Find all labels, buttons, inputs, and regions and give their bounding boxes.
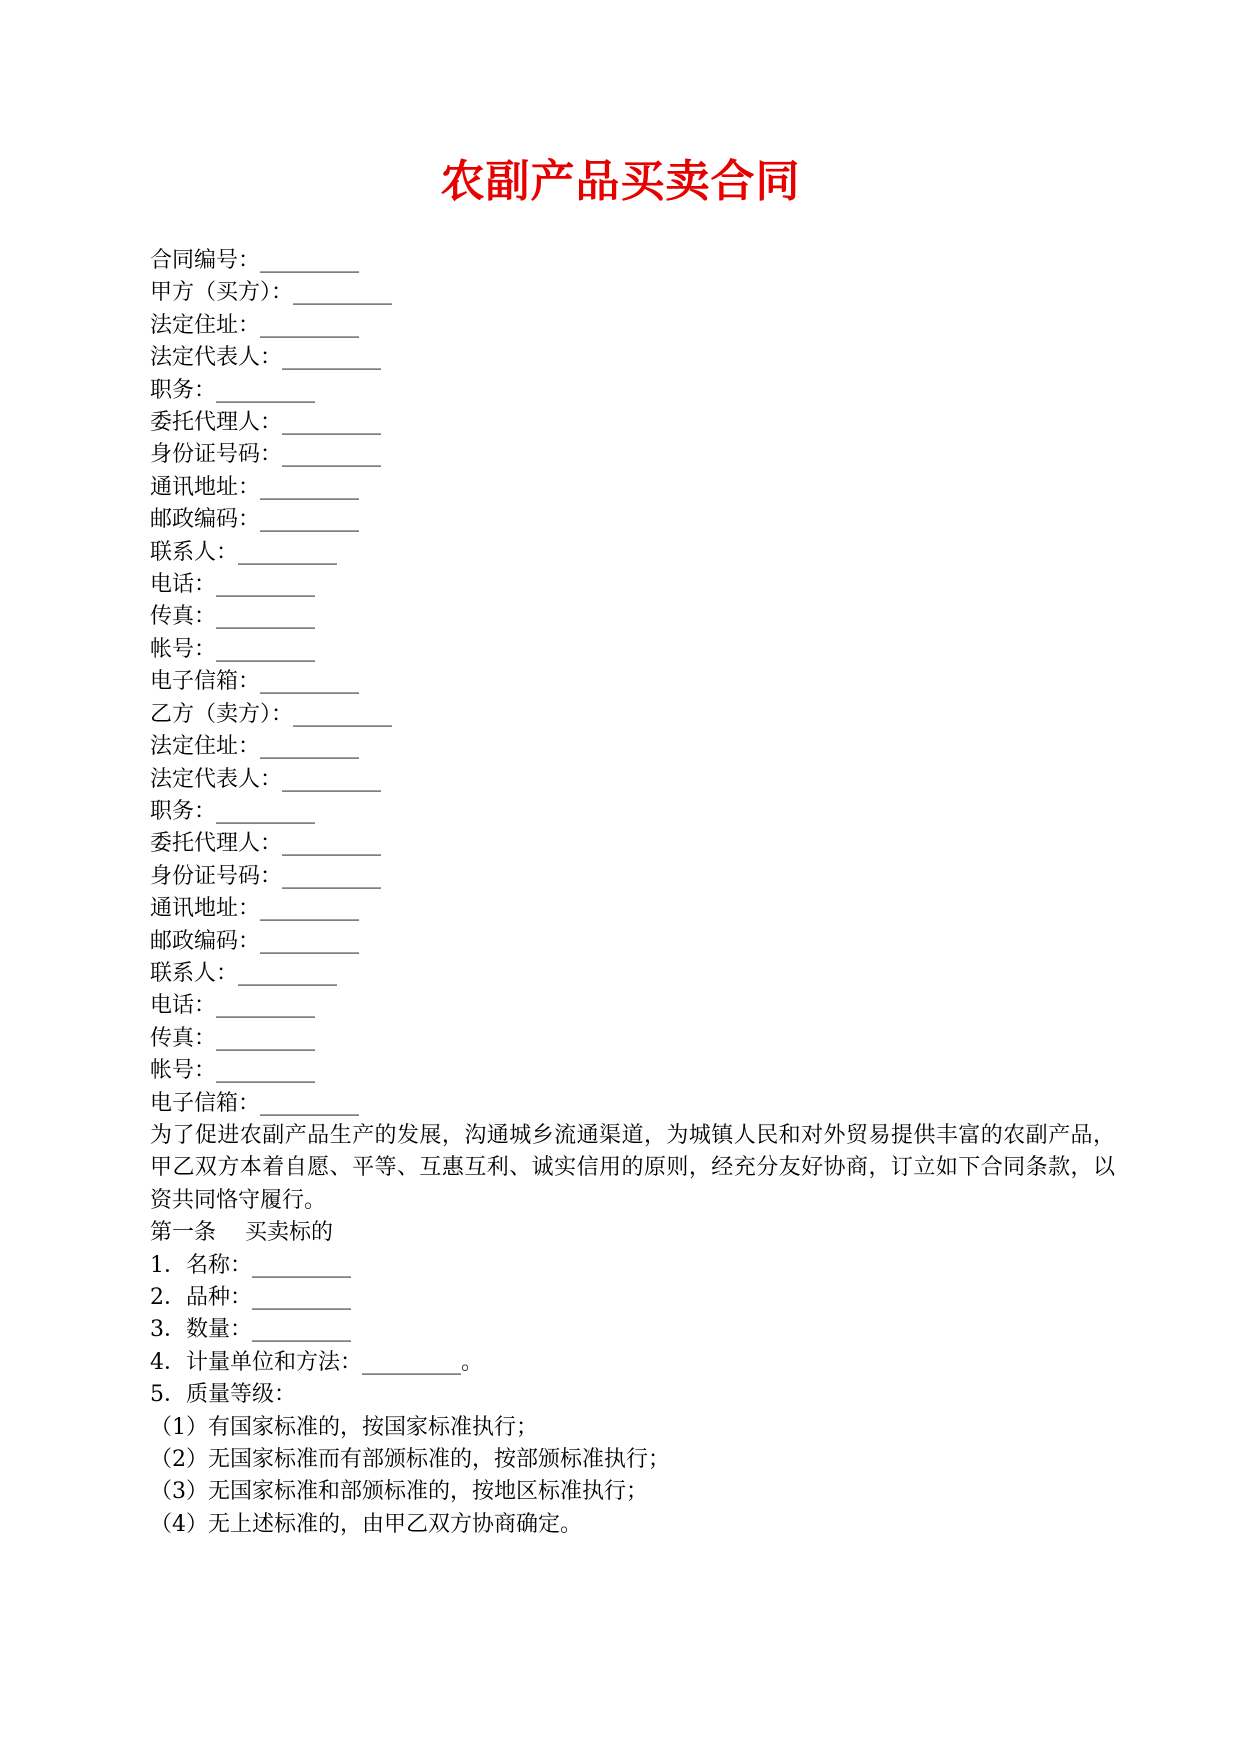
article-item: 4．计量单位和方法：_________。 [150, 1349, 483, 1375]
party-b-line: 法定住址：_________ [150, 734, 360, 760]
party-a-line: 合同编号：_________ [150, 248, 360, 273]
party-a-line: 通讯地址：_________ [150, 474, 360, 500]
article-subitem: （2）无国家标准而有部颁标准的，按部颁标准执行； [150, 1447, 670, 1473]
document-title: 农副产品买卖合同 [440, 156, 801, 207]
article-item: 1．名称：_________ [150, 1252, 351, 1278]
article-subitem: （4）无上述标准的，由甲乙双方协商确定。 [150, 1511, 582, 1537]
party-b-section [150, 699, 1115, 1120]
party-b-line: 邮政编码：_________ [150, 928, 360, 954]
party-b-line: 电子信箱：_________ [150, 1090, 360, 1116]
article-subitem: （3）无国家标准和部颁标准的，按地区标准执行； [150, 1479, 648, 1505]
party-b-line: 乙方（卖方）：_________ [150, 701, 393, 727]
party-a-line: 帐号：_________ [150, 636, 316, 662]
article-1-section [150, 1217, 1115, 1541]
party-a-line: 身份证号码：_________ [150, 442, 382, 468]
document-body [150, 245, 1115, 1541]
party-b-line: 委托代理人：_________ [150, 831, 382, 857]
party-b-line: 电话：_________ [150, 993, 316, 1019]
party-b-line: 职务：_________ [150, 798, 316, 824]
party-b-line: 帐号：_________ [150, 1058, 316, 1084]
party-a-line: 法定代表人：_________ [150, 345, 382, 371]
party-a-line: 职务：_________ [150, 377, 316, 403]
party-b-line: 身份证号码：_________ [150, 863, 382, 889]
party-b-line: 法定代表人：_________ [150, 766, 382, 792]
party-a-line: 委托代理人：_________ [150, 410, 382, 436]
party-a-line: 联系人：_________ [150, 539, 338, 565]
preamble-paragraph: 为了促进农副产品生产的发展，沟通城乡流通渠道，为城镇人民和对外贸易提供丰富的农副产品，甲乙双方本着自愿、平等、互惠互利、诚实信用的原则，经充分友好协商，订立如下合同条款，以资共同恪守履行。 [150, 1122, 1115, 1213]
party-a-line: 电子信箱：_________ [150, 669, 360, 695]
party-a-line: 电话：_________ [150, 572, 316, 598]
party-a-line: 传真：_________ [150, 604, 316, 630]
article-item: 2．品种：_________ [150, 1285, 351, 1310]
party-a-line: 甲方（买方）：_________ [150, 280, 393, 306]
party-b-line: 通讯地址：_________ [150, 896, 360, 922]
party-b-line: 传真：_________ [150, 1025, 316, 1051]
party-a-line: 邮政编码：_________ [150, 507, 360, 533]
party-a-section [150, 245, 1115, 699]
party-b-line: 联系人：_________ [150, 960, 338, 986]
article-subitem: （1）有国家标准的，按国家标准执行； [150, 1414, 538, 1440]
article-heading: 第一条 买卖标的 [150, 1220, 333, 1246]
party-a-line: 法定住址：_________ [150, 312, 360, 338]
article-item: 5．质量等级： [150, 1382, 296, 1408]
article-item: 3．数量：_________ [150, 1317, 351, 1343]
